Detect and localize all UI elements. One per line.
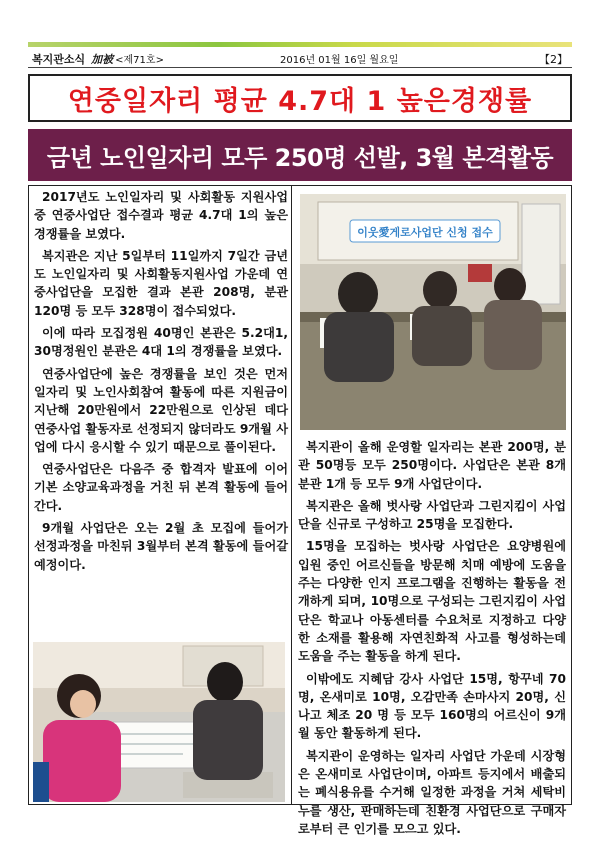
banner-text: 이웃愛게로사업단 신청 접수	[357, 226, 493, 239]
paragraph: 9개월 사업단은 오는 2월 초 모집에 들어가 선정과정을 마친뒤 3월부터 본격 활동에 들어갈 예정이다.	[34, 521, 288, 572]
issue-number: <제71호>	[115, 55, 164, 66]
photo-registration-illustration	[300, 194, 566, 430]
page-number: 【2】	[539, 53, 568, 66]
header-divider	[28, 67, 572, 68]
paragraph: 복지관이 올해 운영할 일자리는 본관 200명, 분관 50명등 모두 250명이다. 사업단은 본관 8개 분관 1개 등 모두 9개 사업단이다.	[298, 440, 566, 491]
top-color-bar	[28, 42, 572, 47]
article-column-right	[298, 438, 566, 838]
headline: 연중일자리 평균 4.7대 1 높은경쟁률	[67, 85, 533, 117]
article-column-left	[34, 188, 288, 574]
section-title: 복지관소식	[32, 53, 86, 66]
paragraph: 연중사업단에 높은 경쟁률을 보인 것은 먼저 일자리 및 노인사회참여 활동에 따른 지원금이 지난해 20만원에서 22만원으로 인상된 데다 연중사업 활동자로 선정되지 않더라도 9개월 사업에 다시 응시할 수 있기 때문으로 풀이된다.	[34, 366, 288, 454]
photo-application-form	[33, 642, 285, 802]
paragraph: 이밖에도 지혜담 강사 사업단 15명, 항꾸네 70명, 온새미로 10명, 오감만족 손마사지 20명, 신나고 체조 20 명 등 모두 160명의 어르신이 9개월 동안 활동하게 된다.	[298, 671, 566, 741]
paragraph: 복지관이 운영하는 일자리 사업단 가운데 시장형은 온새미로 사업단이며, 아파트 등지에서 배출되는 폐식용유를 수거해 일정한 과정을 거쳐 세탁비누를 생산, 판매하는데 친환경 사업단으로 구매자로부터 큰 인기를 모으고 있다.	[298, 748, 566, 836]
paragraph: 2017년도 노인일자리 및 사회활동 지원사업 중 연중사업단 접수결과 평균 4.7대 1의 높은 경쟁률을 보였다.	[34, 190, 288, 241]
paragraph: 연중사업단은 다음주 중 합격자 발표에 이어 기본 소양교육과정을 거친 뒤 본격 활동에 들어간다.	[34, 462, 288, 513]
brand-mark: 加被	[91, 53, 114, 66]
issue-date: 2016년 01월 16일 월요일	[280, 55, 399, 66]
subheadline: 금년 노인일자리 모두 250명 선발, 3월 본격활동	[46, 143, 554, 172]
page-header	[28, 49, 572, 69]
header-section	[32, 51, 164, 67]
headline-box	[28, 74, 572, 122]
paragraph: 15명을 모집하는 벗사랑 사업단은 요양병원에 입원 중인 어르신들을 방문해 치매 예방에 도움을 주는 다양한 인지 프로그램을 진행하는 활동을 전개하게 되며, 10명으로 구성되는 그린지킴이 사업단은 학교나 아동센터를 수요처로 지정하고 다양한 소재를 활용해 자연친화적 사고를 형성하는데 도움을 주는 활동을 하게 된다.	[298, 539, 566, 664]
paragraph: 복지관은 올해 벗사랑 사업단과 그린지킴이 사업단을 신규로 구성하고 25명을 모집한다.	[298, 498, 566, 532]
subheadline-banner	[28, 129, 572, 181]
column-divider	[291, 185, 292, 805]
paragraph: 복지관은 지난 5일부터 11일까지 7일간 금년도 노인일자리 및 사회활동지원사업 가운데 연중사업단을 모집한 결과 본관 208명, 분관 120명 등 모두 328명이 접수되었다.	[34, 248, 288, 318]
paragraph: 이에 따라 모집정원 40명인 본관은 5.2대1, 30명정원인 분관은 4대 1의 경쟁률을 보였다.	[34, 326, 288, 359]
photo-application-illustration	[33, 642, 285, 802]
photo-registration-desk	[300, 194, 566, 430]
